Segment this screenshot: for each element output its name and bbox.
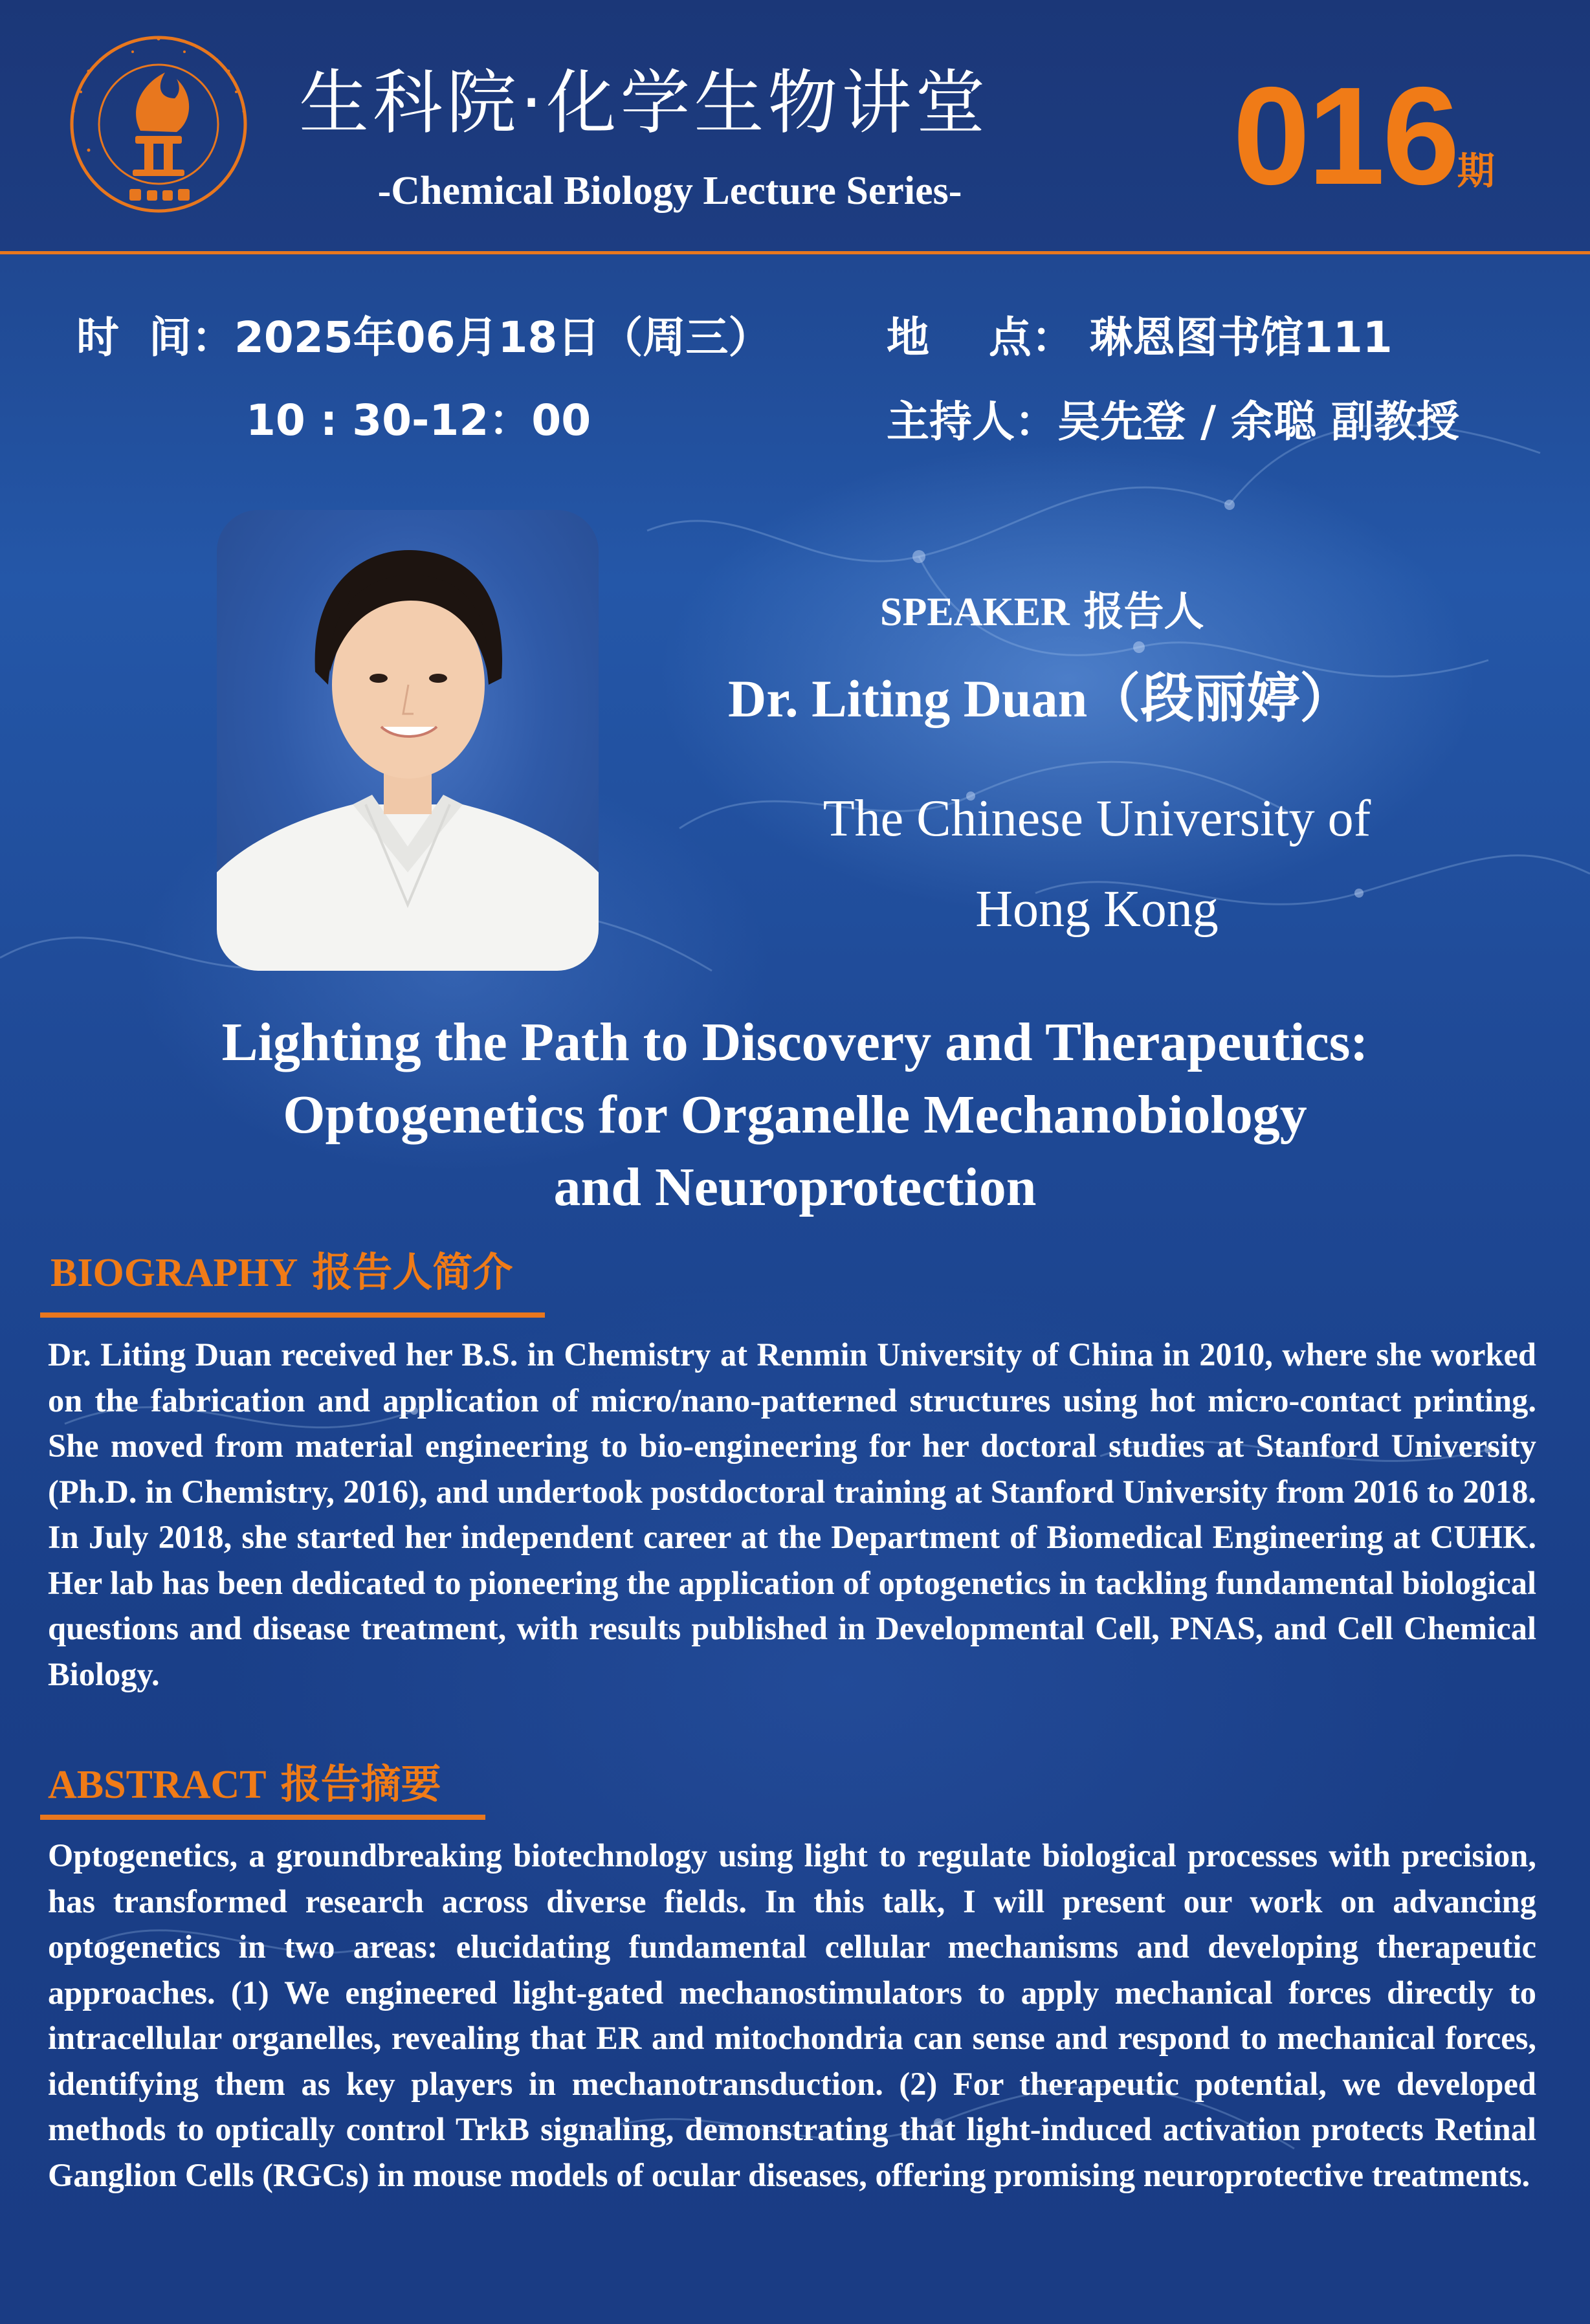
talk-title-line-3: and Neuroprotection xyxy=(553,1157,1037,1217)
issue-number: 016 xyxy=(1233,58,1457,214)
abstract-heading xyxy=(48,1758,441,1811)
biography-underline xyxy=(40,1312,545,1318)
host-value: 吴先登 / 余聪 副教授 xyxy=(1057,397,1460,447)
schedule-place xyxy=(887,312,1393,364)
abstract-heading-zh: 报告摘要 xyxy=(280,1760,441,1808)
header-divider xyxy=(0,251,1590,254)
biography-heading xyxy=(50,1246,513,1299)
speaker-name-en: Dr. Liting Duan xyxy=(728,669,1088,728)
sustech-seal-icon xyxy=(68,34,249,215)
speaker-label xyxy=(880,586,1204,638)
speaker-label-zh: 报告人 xyxy=(1083,588,1204,635)
biography-heading-zh: 报告人简介 xyxy=(312,1248,513,1296)
time-label: 时 间： xyxy=(76,313,234,362)
affiliation-line-1: The Chinese University of xyxy=(823,790,1371,847)
host-label: 主持人： xyxy=(887,397,1057,447)
place-value: 琳恩图书馆111 xyxy=(1089,313,1393,362)
talk-title-line-2: Optogenetics for Organelle Mechanobiology xyxy=(283,1085,1307,1145)
talk-title-line-1: Lighting the Path to Discovery and Therapeutics: xyxy=(221,1012,1369,1072)
series-subtitle: -Chemical Biology Lecture Series- xyxy=(377,169,962,213)
biography-heading-en: BIOGRAPHY xyxy=(50,1251,298,1295)
affiliation-line-2: Hong Kong xyxy=(975,881,1219,938)
issue-suffix: 期 xyxy=(1457,149,1495,193)
schedule-host xyxy=(887,396,1459,448)
biography-text: Dr. Liting Duan received her B.S. in Chemistry at Renmin University of China in 2010, where she worked on the fabrication and application of micro/nano-patterned structures using hot micro-contact printing. She moved from material engineering to bio-engineering for her doctoral studies at Stanford University (Ph.D. in Chemistry, 2016), and undertook postdoctoral training at Stanford University from 2016 to 2018. In July 2018, she started her independent career at the Department of Biomedical Engineering at CUHK. Her lab has been dedicated to pioneering the application of optogenetics in tackling fundamental biological questions and disease treatment, with results published in Developmental Cell, PNAS, and Cell Chemical Biology. xyxy=(48,1336,1536,1692)
abstract-text: Optogenetics, a groundbreaking biotechnology using light to regulate biological processes with precision, has transformed research across diverse fields. In this talk, I will present our work on advancing optogenetics in two areas: elucidating fundamental cellular mechanisms and developing therapeutic approaches. (1) We engineered light-gated mechanostimulators to apply mechanical forces directly to intracellular organelles, revealing that ER and mitochondria can sense and respond to mechanical forces, identifying them as key players in mechanotransduction. (2) For therapeutic potential, we developed methods to optically control TrkB signaling, demonstrating that light-induced activation protects Retinal Ganglion Cells (RGCs) in mouse models of ocular diseases, offering promising neuroprotective treatments. xyxy=(48,1837,1536,2193)
speaker-label-en: SPEAKER xyxy=(880,590,1070,634)
abstract-heading-en: ABSTRACT xyxy=(48,1763,267,1807)
schedule-time xyxy=(246,395,591,447)
speaker-name-zh: （段丽婷） xyxy=(1087,668,1353,729)
time-value: 10 : 30-12：00 xyxy=(246,395,591,445)
series-title: 生科院·化学生物讲堂 xyxy=(299,63,989,144)
issue-badge xyxy=(1233,58,1495,214)
speaker-affiliation xyxy=(712,773,1482,955)
speaker-photo xyxy=(217,510,599,971)
abstract-underline xyxy=(40,1815,485,1820)
date-value: 2025年06月18日（周三） xyxy=(234,313,771,362)
place-label: 地 点： xyxy=(887,313,1074,362)
speaker-name xyxy=(728,667,1353,731)
talk-title xyxy=(52,1006,1538,1224)
schedule-date xyxy=(76,312,771,364)
